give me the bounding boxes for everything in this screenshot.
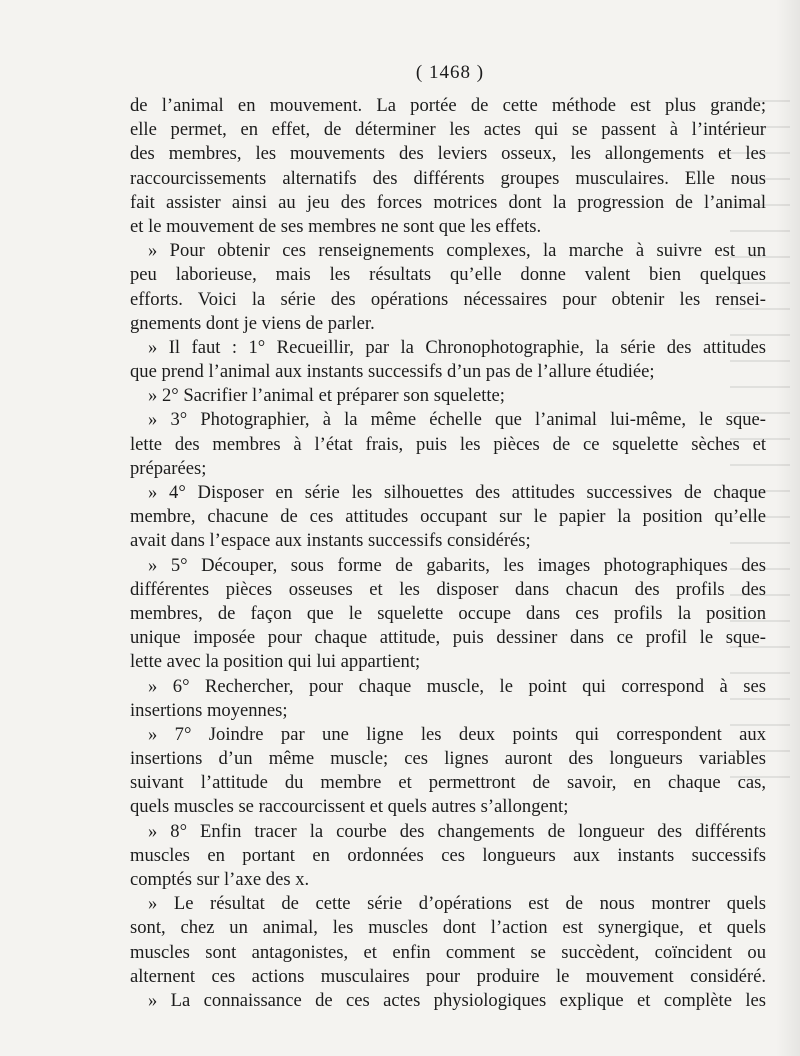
text-line: » 7° Joindre par une ligne les deux points qui correspondent aux [148,723,766,745]
text-line: avait dans l’espace aux instants successifs considérés; [130,530,531,552]
text-line: » Le résultat de cette série d’opérations est de nous montrer quels [148,893,766,915]
text-line: alternent ces actions musculaires pour produire le mouvement considéré. [130,965,766,987]
text-line: insertions d’un même muscle; ces lignes auront des longueurs variables [130,748,766,770]
text-line: membres, de façon que le squelette occupe dans ces profils la position [130,602,766,624]
text-line: quels muscles se raccourcissent et quels autres s’allongent; [130,796,569,818]
text-line: » Pour obtenir ces renseignements complexes, la marche à suivre est un [148,240,766,262]
text-line: préparées; [130,457,207,479]
text-line: suivant l’attitude du membre et permettront de savoir, en chaque cas, [130,772,766,794]
text-line: raccourcissements alternatifs des différents groupes musculaires. Elle nous [130,167,766,189]
text-line: unique imposée pour chaque attitude, puis dessiner dans ce profil le sque- [130,627,766,649]
text-line: muscles sont antagonistes, et enfin comment se succèdent, coïncident ou [130,941,766,963]
text-line: elle permet, en effet, de déterminer les actes qui se passent à l’intérieur [130,119,766,141]
text-line: fait assister ainsi au jeu des forces motrices dont la progression de l’animal [130,191,766,213]
text-line: muscles en portant en ordonnées ces longueurs aux instants successifs [130,844,766,866]
text-line: » 2° Sacrifier l’animal et préparer son squelette; [148,385,505,407]
text-line: » 3° Photographier, à la même échelle que l’animal lui-même, le sque- [148,409,766,431]
text-line: » 6° Rechercher, pour chaque muscle, le point qui correspond à ses [148,675,766,697]
text-line: » 4° Disposer en série les silhouettes des attitudes successives de chaque [148,482,766,503]
text-line: insertions moyennes; [130,699,288,721]
text-line: des membres, les mouvements des leviers osseux, les allongements et les [130,143,766,165]
text-line: » 8° Enfin tracer la courbe des changements de longueur des différents [148,820,766,842]
text-line: » Il faut : 1° Recueillir, par la Chronophotographie, la série des attitudes [148,336,766,358]
text-line: » 5° Découper, sous forme de gabarits, les images photographiques des [148,554,766,576]
text-line: peu laborieuse, mais les résultats qu’elle donne valent bien quelques [130,264,766,286]
text-line: lette avec la position qui lui appartient; [130,651,421,673]
text-line: efforts. Voici la série des opérations nécessaires pour obtenir les rensei- [130,288,766,310]
body-text [130,94,766,1013]
text-line: et le mouvement de ses membres ne sont que les effets. [130,215,542,237]
text-line: sont, chez un animal, les muscles dont l’action est synergique, et quels [130,917,766,939]
text-line: lette des membres à l’état frais, puis les pièces de ce squelette sèches et [130,433,766,455]
text-line: différentes pièces osseuses et les disposer dans chacun des profils des [130,578,766,600]
text-line: de l’animal en mouvement. La portée de cette méthode est plus grande; [130,95,766,116]
text-line: membre, chacune de ces attitudes occupant sur le papier la position qu’elle [130,506,766,528]
text-line: comptés sur l’axe des x. [130,869,310,890]
text-line: gnements dont je viens de parler. [130,312,375,334]
text-line: » La connaissance de ces actes physiologiques explique et complète les [148,989,766,1011]
text-line: que prend l’animal aux instants successifs d’un pas de l’allure étudiée; [130,361,655,383]
page-number: ( 1468 ) [415,62,485,83]
